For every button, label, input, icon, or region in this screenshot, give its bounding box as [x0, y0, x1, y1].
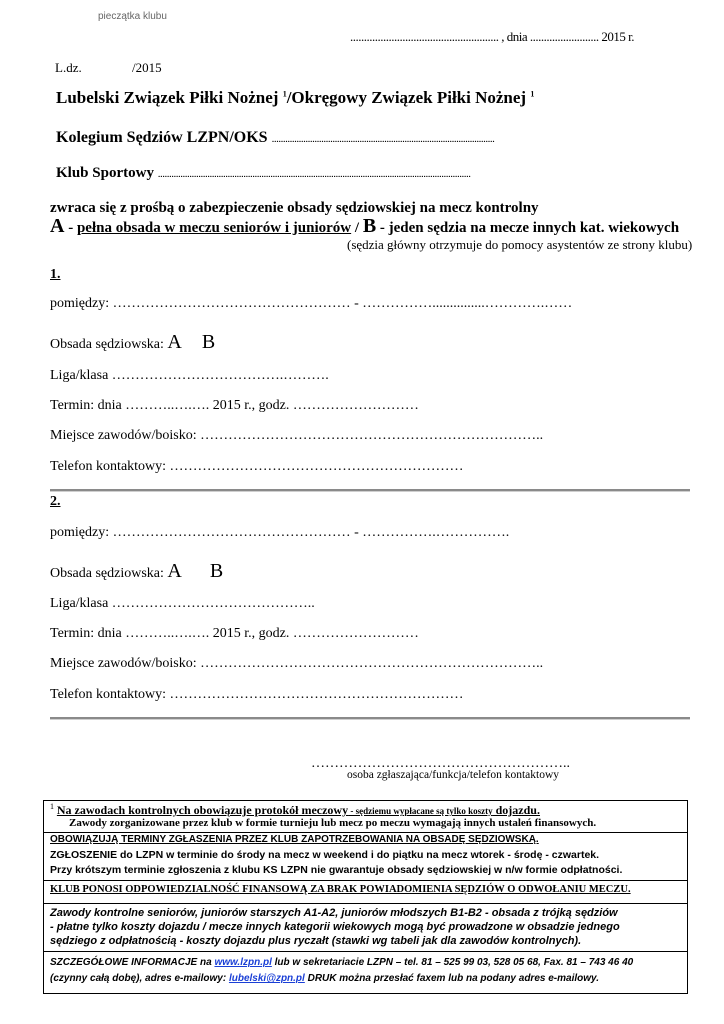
section-1-obsada — [50, 331, 215, 354]
section-divider-2 — [50, 717, 690, 720]
obsada-label: Obsada sędziowska: — [50, 566, 164, 581]
footnote-1-detail: - sędziemu wypłacane są tylko koszty — [348, 805, 493, 816]
section-1-number: 1. — [50, 267, 61, 282]
klub-field[interactable]: ........................................................................................................................................... — [157, 168, 471, 180]
section-2-option-b[interactable]: B — [209, 560, 224, 582]
option-b-letter: B — [362, 215, 377, 237]
notes-row-4 — [44, 903, 687, 952]
notes-row-1-line-1 — [50, 802, 540, 818]
notes-rates-line-1: Zawody kontrolne seniorów, juniorów starszych A1-A2, juniorów młodszych B1-B2 - obsada z trójką sędziów — [50, 907, 618, 919]
notes-contact-line-2 — [50, 973, 599, 984]
options-line — [50, 215, 679, 238]
notes-box — [43, 800, 688, 994]
section-1-option-a[interactable]: A — [167, 331, 182, 353]
title-lzpn: Lubelski Związek Piłki Nożnej — [56, 88, 279, 107]
notes-row-2 — [44, 832, 687, 881]
section-2-number: 2. — [50, 494, 61, 509]
obsada-label: Obsada sędziowska: — [50, 337, 164, 352]
section-divider-1 — [50, 489, 690, 492]
lzpn-email-link[interactable]: lubelski@zpn.pl — [228, 973, 305, 984]
section-2-miejsce-field[interactable]: Miejsce zawodów/boisko: ……………………………………………………………….. — [50, 656, 544, 671]
ldz-year: /2015 — [132, 60, 162, 75]
date-line[interactable]: ...................................................... , dnia ......................... 2015 r. — [350, 29, 634, 44]
lzpn-website-link[interactable]: www.lzpn.pl — [214, 957, 272, 968]
section-2-termin-field[interactable]: Termin: dnia ………..….…. 2015 r., godz. ……………………… — [50, 626, 419, 641]
notes-rates-line-2: - płatne tylko koszty dojazdu / mecze innych kategorii wiekowych mogą być prowadzone w obsadzie jednego — [50, 921, 620, 933]
option-a-letter: A — [50, 215, 65, 237]
options-slash: / — [351, 220, 363, 236]
contact-intro: SZCZEGÓŁOWE INFORMACJE na — [50, 957, 215, 968]
notes-row-5 — [44, 951, 687, 992]
request-line: zwraca się z prośbą o zabezpieczenie obsady sędziowskiej na mecz kontrolny — [50, 200, 539, 216]
kolegium-label: Kolegium Sędziów LZPN/OKS — [56, 129, 268, 146]
notes-contact-line-1 — [50, 957, 633, 968]
title-ozpn: /Okręgowy Związek Piłki Nożnej — [286, 88, 527, 107]
page-title — [56, 88, 534, 108]
section-2-teams-field[interactable]: pomiędzy: …………………………………………… - …………….……………. — [50, 525, 510, 540]
option-a-dash: - — [64, 220, 77, 236]
option-a-text: pełna obsada w meczu seniorów i juniorów — [76, 220, 352, 236]
footnote-1-end: dojazdu. — [492, 802, 540, 817]
section-2-option-a[interactable]: A — [167, 560, 182, 582]
signature-caption: osoba zgłaszająca/funkcja/telefon kontaktowy — [347, 769, 560, 781]
kolegium-row — [56, 129, 494, 147]
notes-deadlines-heading: OBOWIĄZUJĄ TERMINY ZGŁASZENIA PRZEZ KLUB ZAPOTRZEBOWANIA NA OBSADĘ SĘDZIOWSKĄ. — [50, 834, 539, 845]
notes-deadlines-rule: ZGŁOSZENIE do LZPN w terminie do środy na mecz w weekend i do piątku na mecz wtorek - środę - czwartek. — [50, 849, 600, 861]
notes-row-1-line-2: Zawody zorganizowane przez klub w formie turnieju lub mecz po meczu wymagają innych ustaleń finansowych. — [69, 817, 597, 829]
contact-phones: lub w sekretariacie LZPN – tel. 81 – 525 99 03, 528 05 68, Fax. 81 – 743 46 40 — [271, 957, 634, 968]
ldz-label: L.dz. — [55, 60, 82, 75]
contact-hours: (czynny całą dobę), adres e-mailowy: — [50, 973, 229, 984]
section-1-telefon-field[interactable]: Telefon kontaktowy: ……………………………………………………… — [50, 459, 464, 474]
section-1-termin-field[interactable]: Termin: dnia ………..….…. 2015 r., godz. ……………………… — [50, 398, 419, 413]
section-1-teams-field[interactable]: pomiędzy: …………………………………………… - ……………...............………….…… — [50, 296, 573, 311]
notes-row-3 — [44, 880, 687, 904]
footnote-ref-1: 1 — [282, 89, 287, 99]
stamp-label: pieczątka klubu — [98, 11, 167, 22]
klub-label: Klub Sportowy — [56, 165, 154, 181]
section-2-telefon-field[interactable]: Telefon kontaktowy: ……………………………………………………… — [50, 687, 464, 702]
footnote-ref-2: 1 — [530, 89, 535, 99]
contact-fax-note: DRUK można przesłać faxem lub na podany adres e-mailowy. — [304, 973, 599, 984]
section-1-option-b[interactable]: B — [201, 331, 216, 353]
section-2-liga-field[interactable]: Liga/klasa …………………………………….. — [50, 596, 315, 611]
signature-field[interactable]: ……………………………………………….. — [311, 756, 570, 771]
klub-row — [56, 165, 470, 182]
option-b-text: - jeden sędzia na mecze innych kat. wiekowych — [376, 220, 680, 236]
footnote-1-marker: 1 — [50, 802, 54, 811]
notes-row-1 — [44, 801, 687, 833]
notes-liability: KLUB PONOSI ODPOWIEDZIALNOŚĆ FINANSOWĄ ZA BRAK POWIADOMIENIA SĘDZIÓW O ODWOŁANIU MECZU. — [50, 884, 631, 895]
section-1-miejsce-field[interactable]: Miejsce zawodów/boisko: ……………………………………………………………….. — [50, 428, 544, 443]
notes-rates-line-3: sędziego z odpłatnością - koszty dojazdu plus ryczałt (stawki wg tabeli jak dla zawodów kontrolnych). — [50, 935, 582, 947]
notes-deadlines-warning: Przy krótszym terminie zgłoszenia z klubu KS LZPN nie gwarantuje obsady sędziowskiej w n/w formie odpłatności. — [50, 864, 623, 876]
kolegium-field[interactable]: ................................................................................................... — [271, 133, 495, 145]
footnote-1-main: Na zawodach kontrolnych obowiązuje protokół meczowy — [56, 802, 349, 817]
section-2-obsada — [50, 560, 223, 583]
section-1-liga-field[interactable]: Liga/klasa ……………………………….………. — [50, 368, 329, 383]
request-note: (sędzia główny otrzymuje do pomocy asystentów ze strony klubu) — [347, 237, 693, 252]
